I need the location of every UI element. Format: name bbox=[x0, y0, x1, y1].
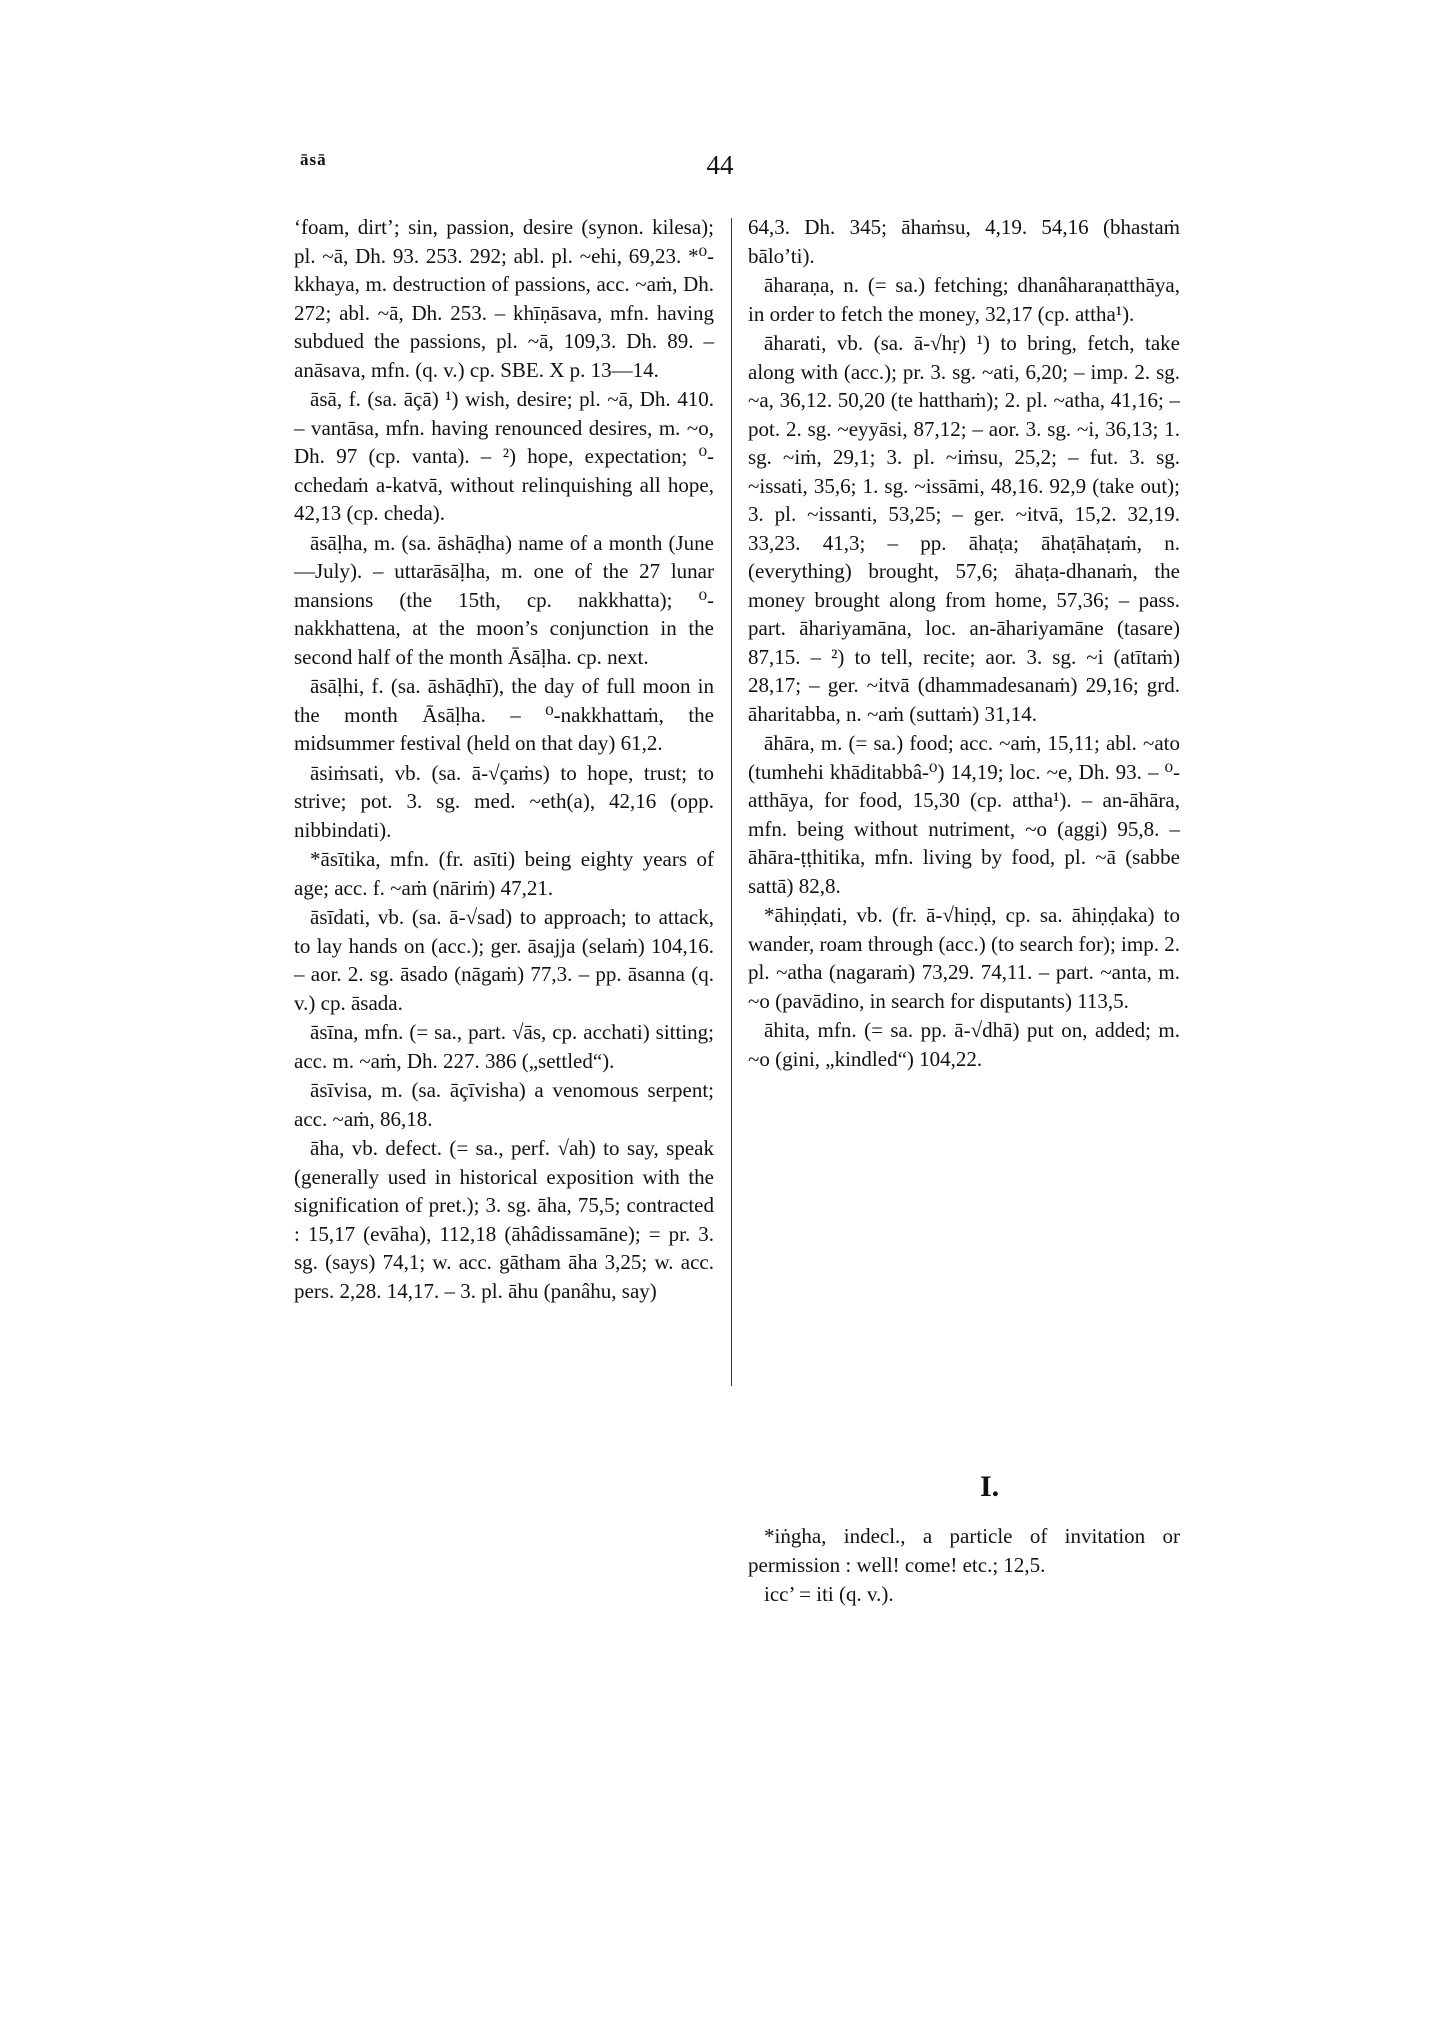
dictionary-entry: āharaṇa, n. (= sa.) fetching; dhanâharaṇatthāya, in order to fetch the money, 32,17 (cp. attha¹). bbox=[748, 273, 1180, 326]
dictionary-entry: ‘foam, dirt’; sin, passion, desire (synon. kilesa); pl. ~ā, Dh. 93. 253. 292; abl. pl. ~ehi, 69,23. *⁰-kkhaya, m. destruction of passions, acc. ~aṁ, Dh. 272; abl. ~ā, Dh. 253. – khīṇāsava, mfn. having subdued the passions, pl. ~ā, 109,3. Dh. 89. – anāsava, mfn. (q. v.) cp. SBE. X p. 13—14. bbox=[294, 215, 714, 382]
page-number: 44 bbox=[706, 150, 734, 180]
dictionary-entry: āsiṁsati, vb. (sa. ā-√çaṁs) to hope, trust; to strive; pot. 3. sg. med. ~eth(a), 42,16 (opp. nibbindati). bbox=[294, 760, 714, 842]
section-heading: I. bbox=[980, 1470, 1000, 1503]
running-head: āsā bbox=[300, 150, 327, 169]
dictionary-entry: āhita, mfn. (= sa. pp. ā-√dhā) put on, added; m. ~o (gini, „kindled“) 104,22. bbox=[748, 1018, 1180, 1071]
dictionary-entry: āsīvisa, m. (sa. āçīvisha) a venomous serpent; acc. ~aṁ, 86,18. bbox=[294, 1078, 714, 1131]
dictionary-entry: icc’ = iti (q. v.). bbox=[764, 1582, 894, 1606]
dictionary-entry: āsīna, mfn. (= sa., part. √ās, cp. acchati) sitting; acc. m. ~aṁ, Dh. 227. 386 („settled“). bbox=[294, 1020, 714, 1073]
right-column bbox=[748, 213, 1180, 1073]
dictionary-entry: *āsītika, mfn. (fr. asīti) being eighty years of age; acc. f. ~aṁ (nāriṁ) 47,21. bbox=[294, 847, 714, 900]
dictionary-entry: āhāra, m. (= sa.) food; acc. ~aṁ, 15,11; abl. ~ato (tumhehi khāditabbâ-⁰) 14,19; loc. ~e, Dh. 93. – ⁰-atthāya, for food, 15,30 (cp. attha¹). – an-āhāra, mfn. being without nutriment, ~o (aggi) 95,8. – āhāra-ṭṭhitika, mfn. living by food, pl. ~ā (sabbe sattā) 82,8. bbox=[748, 731, 1180, 898]
dictionary-entry: āharati, vb. (sa. ā-√hṛ) ¹) to bring, fetch, take along with (acc.); pr. 3. sg. ~ati, 6,20; – imp. 2. sg. ~a, 36,12. 50,20 (te hatthaṁ); 2. pl. ~atha, 41,16; – pot. 2. sg. ~eyyāsi, 87,12; – aor. 3. sg. ~i, 36,13; 1. sg. ~iṁ, 29,1; 3. pl. ~iṁsu, 25,2; – fut. 3. sg. ~issati, 35,6; 1. sg. ~issāmi, 48,16. 92,9 (take out); 3. pl. ~issanti, 53,25; – ger. ~itvā, 15,2. 32,19. 33,23. 41,3; – pp. āhaṭa; āhaṭāhaṭaṁ, n. (everything) brought, 57,6; āhaṭa-dhanaṁ, the money brought along from home, 57,36; – pass. part. āhariyamāna, loc. an-āhariyamāne (tasare) 87,15. – ²) to tell, recite; aor. 3. sg. ~i (atītaṁ) 28,17; – ger. ~itvā (dhammadesanaṁ) 29,16; grd. āharitabba, n. ~aṁ (suttaṁ) 31,14. bbox=[748, 331, 1180, 726]
section-entries bbox=[748, 1522, 1180, 1609]
dictionary-entry: 64,3. Dh. 345; āhaṁsu, 4,19. 54,16 (bhastaṁ bālo’ti). bbox=[748, 215, 1180, 268]
dictionary-entry: āha, vb. defect. (= sa., perf. √ah) to say, speak (generally used in historical exposition with the signification of pret.); 3. sg. āha, 75,5; contracted : 15,17 (evāha), 112,18 (āhâdissamāne); = pr. 3. sg. (says) 74,1; w. acc. gātham āha 3,25; w. acc. pers. 2,28. 14,17. – 3. pl. āhu (panâhu, say) bbox=[294, 1136, 714, 1303]
dictionary-entry: āsīdati, vb. (sa. ā-√sad) to approach; to attack, to lay hands on (acc.); ger. āsajja (selaṁ) 104,16. – aor. 2. sg. āsado (nāgaṁ) 77,3. – pp. āsanna (q. v.) cp. āsada. bbox=[294, 905, 714, 1015]
left-column bbox=[294, 213, 714, 1305]
column-divider bbox=[731, 218, 732, 1386]
dictionary-entry: āsā, f. (sa. āçā) ¹) wish, desire; pl. ~ā, Dh. 410. – vantāsa, mfn. having renounced desires, m. ~o, Dh. 97 (cp. vanta). – ²) hope, expectation; ⁰-cchedaṁ a-katvā, without relinquishing all hope, 42,13 (cp. cheda). bbox=[294, 387, 714, 525]
dictionary-entry: āsāḷha, m. (sa. āshāḍha) name of a month (June—July). – uttarāsāḷha, m. one of the 27 lunar mansions (the 15th, cp. nakkhatta); ⁰-nakkhattena, at the moon’s conjunction in the second half of the month Āsāḷha. cp. next. bbox=[294, 530, 714, 669]
dictionary-entry: āsāḷhi, f. (sa. āshāḍhī), the day of full moon in the month Āsāḷha. – ⁰-nakkhattaṁ, the midsummer festival (held on that day) 61,2. bbox=[294, 674, 714, 755]
dictionary-entry: *iṅgha, indecl., a particle of invitation or permission : well! come! etc.; 12,5. bbox=[748, 1524, 1180, 1577]
dictionary-entry: *āhiṇḍati, vb. (fr. ā-√hiṇḍ, cp. sa. āhiṇḍaka) to wander, roam through (acc.) (to search for); imp. 2. pl. ~atha (nagaraṁ) 73,29. 74,11. – part. ~anta, m. ~o (pavādino, in search for disputants) 113,5. bbox=[748, 903, 1180, 1013]
